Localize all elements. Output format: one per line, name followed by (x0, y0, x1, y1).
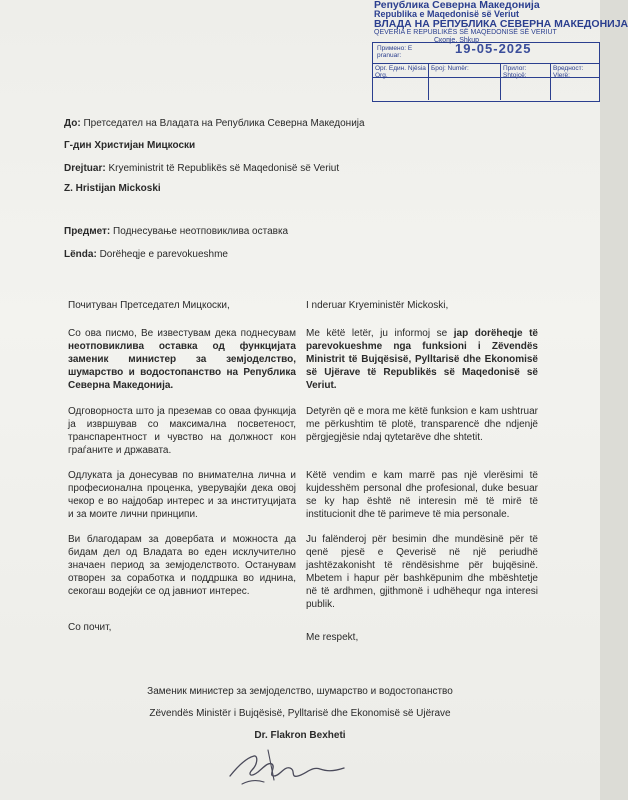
registry-stamp-header (374, 0, 628, 45)
paragraph-mk-1-start: Со ова писмо, Ве известувам дека поднесувам (68, 328, 296, 339)
paragraph-sq-1-bold: jap dorëheqje të parevokueshme nga funksioni i Zëvendës Ministrit të Bujqësisë, Pylltarisë dhe Ekonomisë së Ujërave të Republikës së Maqedonisë së Veriut. (306, 328, 538, 391)
recipient-sq (64, 163, 339, 174)
stamp-divider (373, 77, 599, 78)
stamp-col-org-unit: Орг. Един. Njësia Org. (373, 64, 429, 100)
recipient-mk (64, 118, 365, 129)
handwritten-signature (228, 736, 348, 790)
paragraph-sq-1-start: Me këtë letër, ju informoj se (306, 328, 454, 339)
stamp-col-number: Број: Numër: (429, 64, 501, 100)
paragraph-sq-3: Këtë vendim e kam marrë pas një vlerësimi të kujdesshëm personal dhe profesional, duke besuar se ky hap është në interesin më të mirë të institucionit dhe të parimeve të mia personale. (306, 470, 538, 520)
recipient-mk-name (64, 140, 195, 151)
paragraph-mk-4: Ви благодарам за довербата и можноста да бидам дел од Владата во еден исклучително значаен период за земјоделството. Останувам отворен за соработка и поддршка во иднина, секогаш водејќи се од јавниот интерес. (68, 534, 296, 597)
recipient-sq-name-text: Z. Hristijan Mickoski (64, 183, 161, 194)
paragraph-mk-3: Одлуката ја донесував по внимателна лична и професионална проценка, уверувајќи дека овој чекор е во најдобар интерес и за институцијата и за моите лични принципи. (68, 470, 296, 520)
stamp-line-1: Република Северна Македонија (374, 0, 540, 11)
recipient-mk-name-text: Г-дин Христијан Мицкоски (64, 140, 196, 151)
stamp-col-value: Вредност: Vlerë: (553, 65, 584, 79)
subject-mk-label: Предмет: (64, 226, 111, 237)
recipient-mk-text: Претседател на Владата на Република Северна Македонија (83, 118, 365, 129)
paragraph-mk-2: Одговорноста што ја преземав со оваа функција ја извршував со максимална посветеност, транспарентност и чувство на должност кон граѓаните и државата. (68, 406, 296, 456)
paragraph-mk-1 (68, 327, 296, 392)
stamp-received-row (373, 43, 599, 64)
recipient-sq-label: Drejtuar: (64, 163, 106, 174)
stamp-received-label: Примено: E pranuar: (377, 45, 413, 59)
closing-mk: Со почит, (68, 622, 112, 633)
subject-mk-text: Поднесување неотповиклива оставка (113, 226, 289, 237)
paragraph-sq-1 (306, 327, 538, 392)
recipient-sq-text: Kryeministrit të Republikës së Maqedonisë së Veriut (108, 163, 340, 174)
stamp-line-4: QEVERIA E REPUBLIKËS SË MAQEDONISË SË VERIUT (374, 29, 557, 36)
subject-mk (64, 226, 288, 237)
greeting-mk: Почитуван Претседател Мицкоски, (68, 300, 230, 311)
greeting-sq: I nderuar Kryeministër Mickoski, (306, 300, 449, 311)
paragraph-sq-4: Ju falënderoj për besimin dhe mundësinë për të qenë pjesë e Qeverisë në një periudhë jashtëzakonisht të rëndësishme për bujqësinë. Mbetem i hapur për bashkëpunim dhe mbështetje në të ardhmen, gjithmonë i udhëhequr nga interesi publik. (306, 534, 538, 610)
stamp-line-2: Republika e Maqedonisë së Veriut (374, 9, 520, 19)
stamp-line-3: ВЛАДА НА РЕПУБЛИКА СЕВЕРНА МАКЕДОНИЈА (374, 18, 628, 30)
closing-sq: Me respekt, (306, 632, 359, 643)
stamp-date: 19-05-2025 (455, 41, 532, 56)
signatory-title-sq: Zëvendës Ministër i Bujqësisë, Pylltarisë dhe Ekonomisë së Ujërave (149, 708, 451, 719)
recipient-mk-label: До: (64, 118, 81, 129)
signatory-name: Dr. Flakron Bexheti (254, 730, 346, 741)
stamp-col-attachment: Прилог: Shtojcë: (501, 64, 551, 100)
paragraph-sq-2: Detyrën që e mora me këtë funksion e kam ushtruar me përkushtim të plotë, transparencë dhe ndjenjë përgjegjësie ndaj qytetarëve dhe shtetit. (306, 406, 538, 443)
subject-sq (64, 249, 228, 260)
stamp-line-5: Скопје, Shkup (434, 37, 480, 44)
subject-sq-label: Lënda: (64, 249, 97, 260)
registry-stamp-box (372, 42, 600, 102)
paragraph-mk-1-bold: неотповиклива оставка од функцијата заменик министер за земјоделство, шумарство и водостопанство на Република Северна Македонија. (68, 341, 296, 391)
subject-sq-text: Dorëheqje e parevokueshme (99, 249, 228, 260)
signatory-title-mk: Заменик министер за земјоделство, шумарство и водостопанство (147, 686, 453, 697)
recipient-sq-name (64, 183, 161, 194)
